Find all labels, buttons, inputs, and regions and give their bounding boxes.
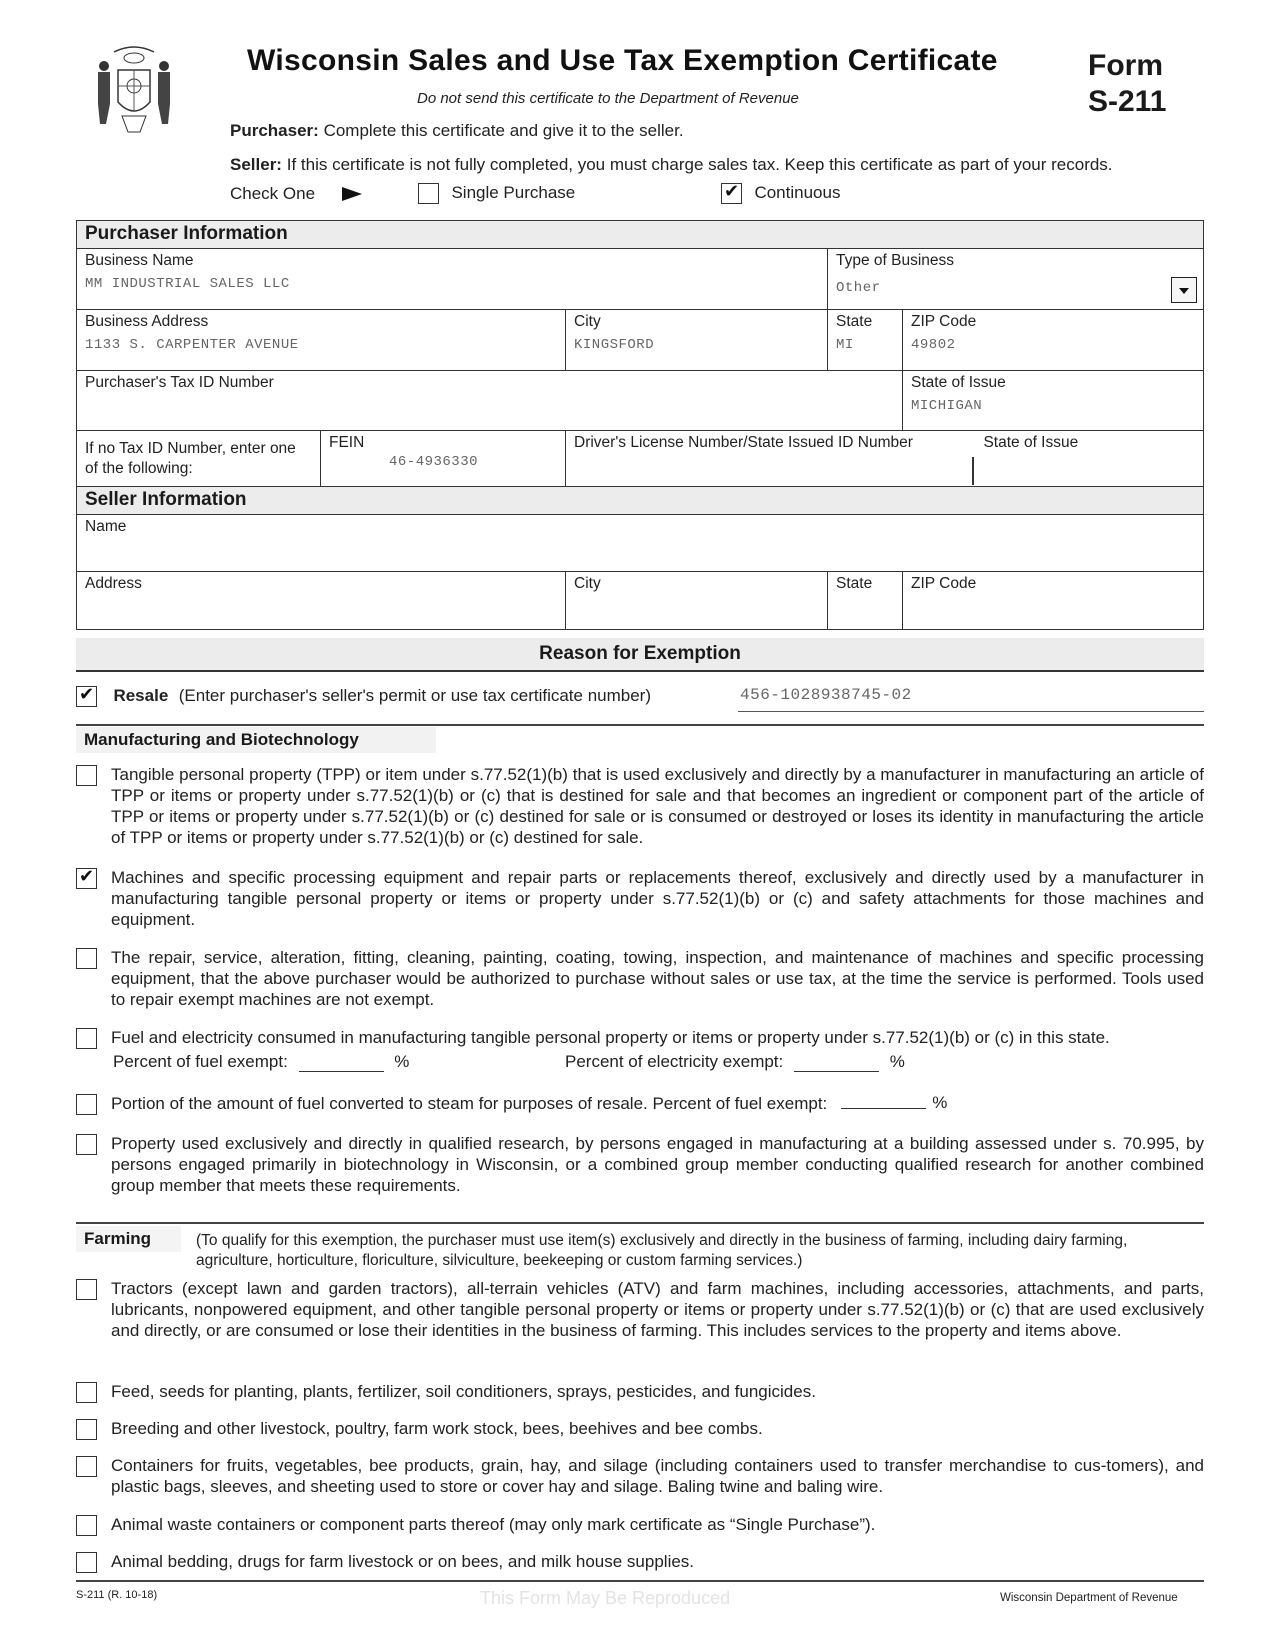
electricity-percent-input[interactable] [794,1056,879,1072]
resale-number-value: 456-1028938745-02 [740,686,912,704]
single-purchase-checkbox[interactable] [418,183,439,204]
percent-sign: % [889,1052,905,1071]
item-text: Tractors (except lawn and garden tractors), all-terrain vehicles (ATV) and farm machines, including accessories, attachments, and parts, lubricants, nonpowered equipment, and other tangible personal property or items or property under s.77.52(1)(b) or (c) that are used exclusively and directly, or are consumed or lose their identities in the business of farming. This includes services to the property and items above. [111,1279,1204,1340]
seller-address-label: Address [85,575,142,592]
item-text: Containers for fruits, vegetables, bee products, grain, hay, and silage (including containers used to transfer merchandise to cus-tomers), and plastic bags, sleeves, and sheeting used to store or cover hay and silage. Baling twine and baling wire. [111,1456,1204,1496]
seller-instruction [230,155,1113,175]
wisconsin-state-seal-icon [88,42,180,142]
resale-number-field[interactable] [738,686,1204,712]
purchaser-tax-id-field[interactable] [77,371,903,430]
item-text: Breeding and other livestock, poultry, farm work stock, bees, beehives and bee combs. [111,1419,763,1438]
business-address-value: 1133 S. CARPENTER AVENUE [85,337,299,353]
fein-value: 46-4936330 [389,454,479,470]
manufacturing-item-machines[interactable] [76,867,1204,930]
seller-state-label: State [836,575,873,592]
seller-name-field[interactable] [77,515,1203,571]
single-purchase-label: Single Purchase [451,183,576,202]
checkbox[interactable] [76,1279,97,1300]
farming-note: (To qualify for this exemption, the purchaser must use item(s) exclusively and directly in the business of farming, including dairy farming, agriculture, horticulture, floriculture, silviculture, beekeeping or custom farming services.) [196,1232,1128,1269]
tax-id-state-of-issue-field[interactable] [903,371,1203,430]
checkbox[interactable] [76,868,97,889]
seller-instruction-text: If this certificate is not fully completed, you must charge sales tax. Keep this certificate as part of your records. [286,155,1113,174]
state-value: MI [836,337,854,353]
no-tax-id-instruction [77,431,321,486]
seller-name-label: Name [85,518,127,535]
farming-item-animal-bedding[interactable] [76,1551,1204,1573]
form-revision: S-211 (R. 10-18) [76,1589,158,1601]
manufacturing-item-tpp[interactable] [76,764,1204,848]
zip-value: 49802 [911,337,956,353]
divider [76,1222,1204,1224]
business-name-value: MM INDUSTRIAL SALES LLC [85,276,290,292]
drivers-license-label: Driver's License Number/State Issued ID Number [574,434,913,451]
item-text: Animal waste containers or component parts thereof (may only mark certificate as “Single Purchase”). [111,1515,876,1534]
form-number [1088,48,1166,120]
dl-state-divider [972,457,974,485]
fuel-percent-row [113,1052,409,1072]
manufacturing-item-steam[interactable] [76,1093,1204,1115]
continuous-label: Continuous [754,183,841,202]
zip-label: ZIP Code [911,313,977,330]
agency-name: Wisconsin Department of Revenue [1000,1592,1178,1604]
percent-sign: % [932,1093,948,1112]
fein-label: FEIN [329,434,365,451]
footer-divider [76,1580,1204,1582]
item-text: Feed, seeds for planting, plants, fertilizer, soil conditioners, sprays, pesticides, and fungicides. [111,1382,816,1401]
seller-information-heading: Seller Information [77,487,1203,515]
fuel-percent-input[interactable] [299,1056,384,1072]
arrow-right-icon [342,187,362,201]
city-value: KINGSFORD [574,337,655,353]
business-name-field[interactable] [77,249,828,309]
checkbox[interactable] [76,1028,97,1049]
electricity-percent-label: Percent of electricity exempt: [565,1052,784,1071]
checkbox[interactable] [76,1456,97,1477]
manufacturing-item-fuel[interactable] [76,1027,1204,1049]
single-purchase-option[interactable] [418,183,575,204]
tax-id-state-of-issue-value: MICHIGAN [911,398,983,414]
reproduction-watermark: This Form May Be Reproduced [480,1588,731,1608]
item-text: Animal bedding, drugs for farm livestock or on bees, and milk house supplies. [111,1552,695,1571]
percent-sign: % [394,1052,410,1071]
business-name-label: Business Name [85,252,194,269]
checkbox[interactable] [76,1094,97,1115]
fein-field[interactable] [321,431,566,486]
drivers-license-field[interactable] [566,431,1203,486]
resale-checkbox[interactable] [76,686,97,707]
seller-zip-label: ZIP Code [911,575,977,592]
zip-field[interactable] [903,310,1203,370]
checkbox[interactable] [76,1382,97,1403]
purchaser-tax-id-label: Purchaser's Tax ID Number [85,374,274,391]
business-address-field[interactable] [77,310,566,370]
seller-state-field[interactable] [828,572,903,629]
farming-item-livestock[interactable] [76,1418,1204,1440]
seller-zip-field[interactable] [903,572,1203,629]
farming-item-feed[interactable] [76,1381,1204,1403]
no-tax-id-label: If no Tax ID Number, enter one of the following: [85,440,296,477]
farming-heading: Farming [76,1226,181,1252]
electricity-percent-row [565,1052,905,1072]
manufacturing-heading: Manufacturing and Biotechnology [76,727,436,753]
business-address-label: Business Address [85,313,209,330]
resale-instructions: (Enter purchaser's seller's permit or use tax certificate number) [178,686,652,705]
type-of-business-label: Type of Business [836,252,955,269]
city-label: City [574,313,601,330]
purchaser-instruction [230,121,684,141]
checkbox[interactable] [76,1552,97,1573]
reason-for-exemption-heading: Reason for Exemption [76,638,1204,672]
steam-percent-input[interactable] [841,1093,926,1109]
form-label-line1: Form [1088,49,1163,82]
purchaser-information-heading: Purchaser Information [77,221,1203,249]
farming-item-containers[interactable] [76,1455,1204,1497]
form-title: Wisconsin Sales and Use Tax Exemption Certificate [247,44,998,77]
continuous-option[interactable] [721,183,840,204]
checkbox[interactable] [76,1134,97,1155]
dl-state-of-issue-label: State of Issue [983,434,1079,451]
type-of-business-select[interactable] [828,249,1203,309]
item-text: The repair, service, alteration, fitting, cleaning, painting, coating, towing, inspection, and maintenance of machines and specific processing equipment, that the above purchaser would be authorized to purchase without sales or use tax, at the time the service is performed. Tools used to repair exempt machines are not exempt. [111,948,1204,1009]
purchaser-instruction-text: Complete this certificate and give it to the seller. [323,121,684,140]
state-label: State [836,313,873,330]
manufacturing-item-repair[interactable] [76,947,1204,1010]
checkbox[interactable] [76,765,97,786]
purchaser-instruction-label: Purchaser: [230,121,319,140]
seller-city-field[interactable] [566,572,828,629]
form-label-line2: S-211 [1088,85,1167,118]
checkbox[interactable] [76,1419,97,1440]
item-text: Fuel and electricity consumed in manufacturing tangible personal property or items or property under s.77.52(1)(b) or (c) in this state. [111,1028,1110,1047]
continuous-checkbox[interactable] [721,183,742,204]
manufacturing-item-research[interactable] [76,1133,1204,1196]
farming-item-animal-waste[interactable] [76,1514,1204,1536]
purchaser-information-section [76,220,1204,630]
item-text: Machines and specific processing equipment and repair parts or replacements thereof, exclusively and directly used by a manufacturer in manufacturing tangible personal property or items or property under s.77.52(1)(b) or (c) and safety attachments for those machines and equipment. [111,868,1204,929]
seller-instruction-label: Seller: [230,155,282,174]
farming-item-tractors[interactable] [76,1278,1204,1341]
divider [76,724,1204,726]
checkbox[interactable] [76,1515,97,1536]
seller-city-label: City [574,575,601,592]
item-text: Property used exclusively and directly in qualified research, by persons engaged in manufacturing at a building assessed under s. 70.995, by persons engaged primarily in biotechnology in Wisconsin, or a combined group member conducting qualified research for another combined group member that meets these requirements. [111,1134,1204,1195]
city-field[interactable] [566,310,828,370]
item-text: Portion of the amount of fuel converted to steam for purposes of resale. Percent of fuel exempt: [111,1094,828,1113]
state-field[interactable] [828,310,903,370]
item-text: Tangible personal property (TPP) or item under s.77.52(1)(b) that is used exclusively and directly by a manufacturer in manufacturing an article of TPP or items or property under s.77.52(1)(b) or (c) that is destined for sale and that becomes an ingredient or component part of the article of TPP or items or property under s.77.52(1)(b) or (c) destined for sale or is consumed or destroyed or loses its identity in manufacturing the article of TPP or items or property under s.77.52(1)(b) or (c) destined for sale. [111,765,1204,847]
type-of-business-value: Other [836,280,881,296]
resale-label: Resale [113,686,169,705]
seller-address-field[interactable] [77,572,566,629]
chevron-down-icon[interactable] [1171,277,1197,303]
check-one-label: Check One [230,184,316,203]
tax-id-state-of-issue-label: State of Issue [911,374,1006,391]
fuel-percent-label: Percent of fuel exempt: [113,1052,288,1071]
form-subtitle: Do not send this certificate to the Department of Revenue [417,90,799,107]
checkbox[interactable] [76,948,97,969]
